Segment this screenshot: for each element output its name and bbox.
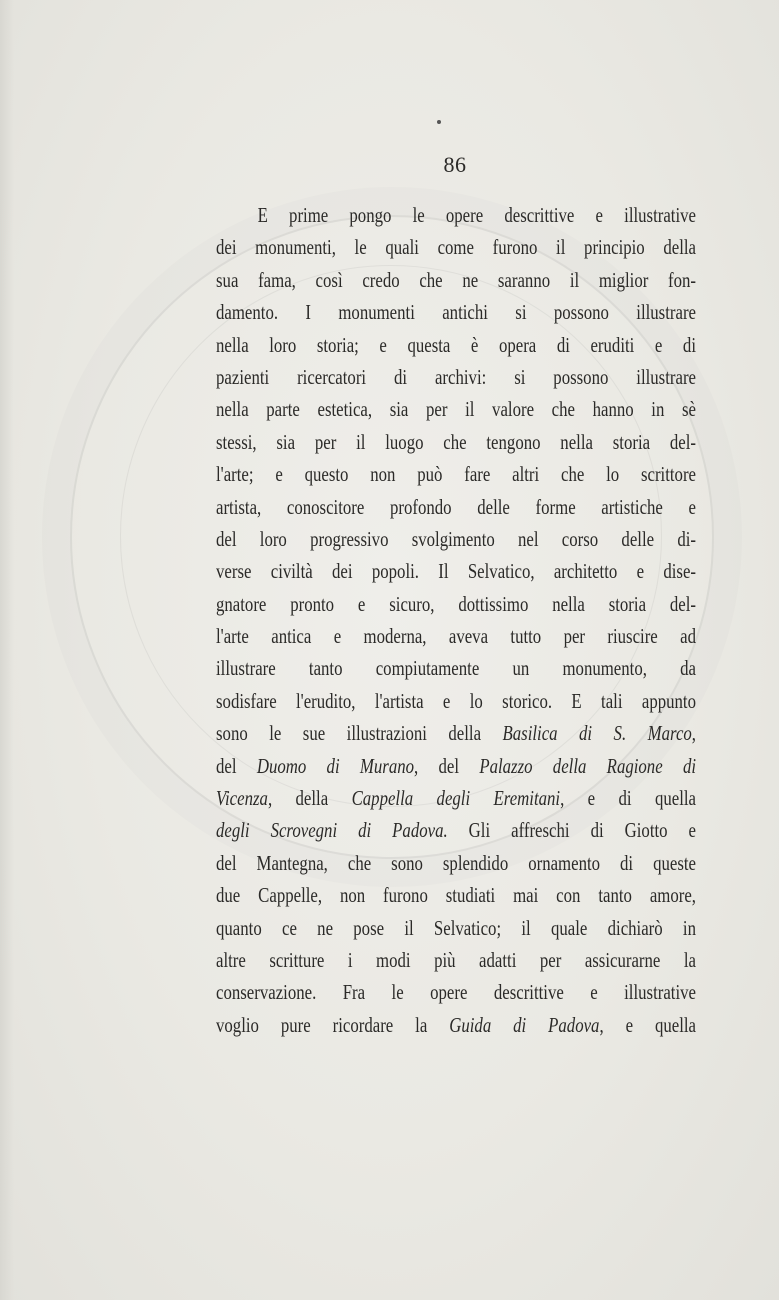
italic-title: degli Scrovegni di Padova. — [216, 818, 448, 843]
text-line — [216, 620, 696, 652]
text-line — [216, 458, 696, 490]
text-line — [216, 231, 696, 263]
text-line — [216, 750, 696, 782]
text-span: del — [216, 753, 257, 778]
text-span: damento. I monumenti antichi si possono illustrare — [216, 300, 696, 325]
text-line — [216, 652, 696, 684]
text-span: del loro progressivo svolgimento nel corso delle di- — [216, 526, 696, 551]
text-span: stessi, sia per il luogo che tengono nella storia del- — [216, 429, 696, 454]
text-line — [216, 523, 696, 555]
body-text — [216, 199, 696, 1041]
text-span: sono le sue illustrazioni della — [216, 721, 503, 746]
text-span: , e di quella — [560, 786, 697, 811]
text-line — [216, 555, 696, 587]
text-span: dei monumenti, le quali come furono il principio della — [216, 235, 696, 260]
text-line — [216, 782, 696, 814]
text-line — [216, 976, 696, 1008]
text-line — [216, 393, 696, 425]
text-line — [216, 1009, 696, 1041]
text-span: l'arte antica e moderna, aveva tutto per riuscire ad — [216, 624, 696, 649]
text-span: del Mantegna, che sono splendido ornamento di queste — [216, 850, 696, 875]
text-span: l'arte; e questo non può fare altri che lo scrittore — [216, 462, 696, 487]
text-line — [216, 685, 696, 717]
text-span: , del — [414, 753, 480, 778]
italic-title: Palazzo della Ragione di — [479, 753, 697, 778]
text-line — [216, 847, 696, 879]
text-line — [216, 717, 696, 749]
text-span: conservazione. Fra le opere descrittive e illustrative — [216, 980, 696, 1005]
text-line — [216, 491, 696, 523]
text-span: nella parte estetica, sia per il valore che hanno in sè — [216, 397, 696, 422]
text-span: illustrare tanto compiutamente un monumento, da — [216, 656, 696, 681]
text-line — [216, 814, 696, 846]
text-span: quanto ce ne pose il Selvatico; il quale dichiarò in — [216, 915, 696, 940]
text-span: , — [691, 721, 696, 746]
text-line — [216, 426, 696, 458]
text-span: artista, conoscitore profondo delle forme artistiche e — [216, 494, 696, 519]
text-line — [216, 329, 696, 361]
text-span: gnatore pronto e sicuro, dottissimo nella storia del- — [216, 591, 696, 616]
text-line — [216, 588, 696, 620]
ink-speck — [437, 120, 441, 124]
italic-title: Duomo di Murano — [256, 753, 415, 778]
text-span: , della — [267, 786, 352, 811]
text-span: nella loro storia; e questa è opera di eruditi e di — [216, 332, 696, 357]
italic-title: Guida di Padova — [449, 1012, 600, 1037]
text-span: altre scritture i modi più adatti per assicurarne la — [216, 947, 696, 972]
italic-title: Basilica di S. Marco — [502, 721, 692, 746]
text-span: voglio pure ricordare la — [216, 1012, 450, 1037]
page-edge-shadow — [0, 0, 14, 1300]
text-line — [216, 879, 696, 911]
text-span: sodisfare l'erudito, l'artista e lo storico. E tali appunto — [216, 688, 696, 713]
italic-title: Cappella degli Eremitani — [351, 786, 561, 811]
text-span: verse civiltà dei popoli. Il Selvatico, architetto e dise- — [216, 559, 696, 584]
text-span: pazienti ricercatori di archivi: si possono illustrare — [216, 364, 696, 389]
text-span: sua fama, così credo che ne saranno il miglior fon- — [216, 267, 696, 292]
text-span: E prime pongo le opere descrittive e illustrative — [257, 203, 696, 227]
text-line — [216, 264, 696, 296]
text-span: , e quella — [599, 1012, 697, 1037]
text-span: Gli affreschi di Giotto e — [447, 818, 696, 843]
italic-title: Vicenza — [216, 786, 268, 811]
text-line — [216, 199, 696, 231]
text-line — [216, 944, 696, 976]
text-line — [216, 361, 696, 393]
text-line — [216, 296, 696, 328]
text-line — [216, 912, 696, 944]
page-number: 86 — [443, 152, 467, 177]
text-span: due Cappelle, non furono studiati mai con tanto amore, — [216, 883, 696, 908]
